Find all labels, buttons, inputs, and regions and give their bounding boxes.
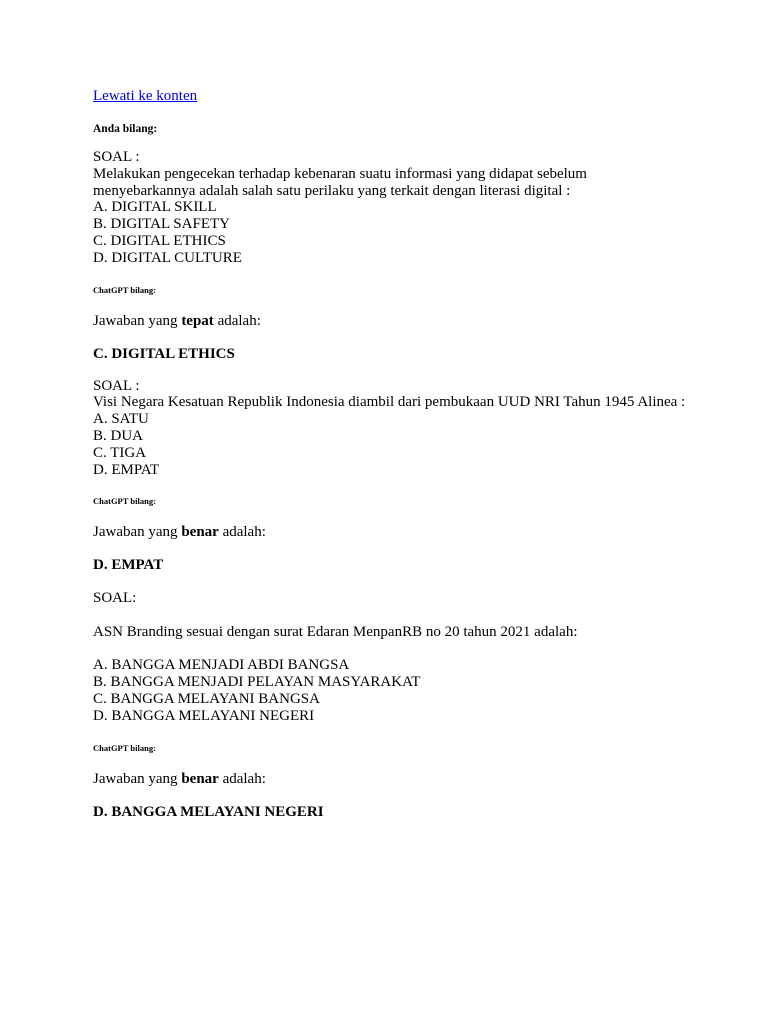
question-2-option: A. SATU — [93, 411, 149, 428]
answer-3-intro-text: Jawaban yang — [93, 770, 182, 787]
question-3-options — [93, 657, 693, 724]
question-1-option: B. DIGITAL SAFETY — [93, 216, 230, 233]
question-1-option: D. DIGITAL CULTURE — [93, 249, 242, 266]
question-2-title: SOAL : — [93, 377, 140, 394]
answer-3-intro-emphasis: benar — [181, 770, 219, 787]
answer-3-intro — [93, 770, 693, 788]
answer-1-final: C. DIGITAL ETHICS — [93, 345, 235, 362]
question-2-option: D. EMPAT — [93, 461, 160, 478]
question-2-text: Visi Negara Kesatuan Republik Indonesia diambil dari pembukaan UUD NRI Tahun 1945 Alinea : — [93, 394, 686, 411]
answer-2-intro — [93, 523, 693, 541]
question-1-option: A. DIGITAL SKILL — [93, 199, 217, 216]
assistant-message-label: ChatGPT bilang: — [93, 496, 156, 507]
answer-2-intro-text: Jawaban yang — [93, 524, 182, 541]
user-message-label: Anda bilang: — [93, 123, 158, 135]
assistant-message-label: ChatGPT bilang: — [93, 284, 156, 295]
answer-2-intro-emphasis: benar — [181, 524, 219, 541]
question-3-text: ASN Branding sesuai dengan surat Edaran MenpanRB no 20 tahun 2021 adalah: — [93, 624, 578, 641]
answer-2-final: D. EMPAT — [93, 557, 164, 574]
question-1-text: Melakukan pengecekan terhadap kebenaran suatu informasi yang didapat sebelum menyebarkannya adalah salah satu perilaku yang terkait dengan literasi digital : — [93, 165, 587, 199]
skip-to-content-link[interactable]: Lewati ke konten — [93, 88, 198, 104]
answer-1-intro-text-end: adalah: — [213, 312, 261, 329]
question-3-title: SOAL: — [93, 590, 137, 607]
question-3-option: C. BANGGA MELAYANI BANGSA — [93, 690, 320, 707]
assistant-message-label: ChatGPT bilang: — [93, 742, 156, 753]
question-3-option: A. BANGGA MENJADI ABDI BANGSA — [93, 657, 350, 674]
question-1-title: SOAL : — [93, 149, 140, 165]
question-2-option: B. DUA — [93, 427, 144, 444]
answer-1-intro-text: Jawaban yang — [93, 312, 182, 329]
question-1 — [93, 149, 693, 267]
answer-2-intro-text-end: adalah: — [218, 524, 266, 541]
answer-3-final: D. BANGGA MELAYANI NEGERI — [93, 803, 324, 820]
question-1-option: C. DIGITAL ETHICS — [93, 232, 226, 249]
question-2-option: C. TIGA — [93, 444, 147, 461]
question-3-option: B. BANGGA MENJADI PELAYAN MASYARAKAT — [93, 674, 421, 691]
document-page — [93, 86, 693, 821]
question-3-option: D. BANGGA MELAYANI NEGERI — [93, 707, 315, 724]
question-2 — [93, 378, 693, 479]
answer-1-intro-emphasis: tepat — [181, 312, 214, 329]
answer-1-intro — [93, 312, 693, 330]
answer-3-intro-text-end: adalah: — [218, 770, 266, 787]
